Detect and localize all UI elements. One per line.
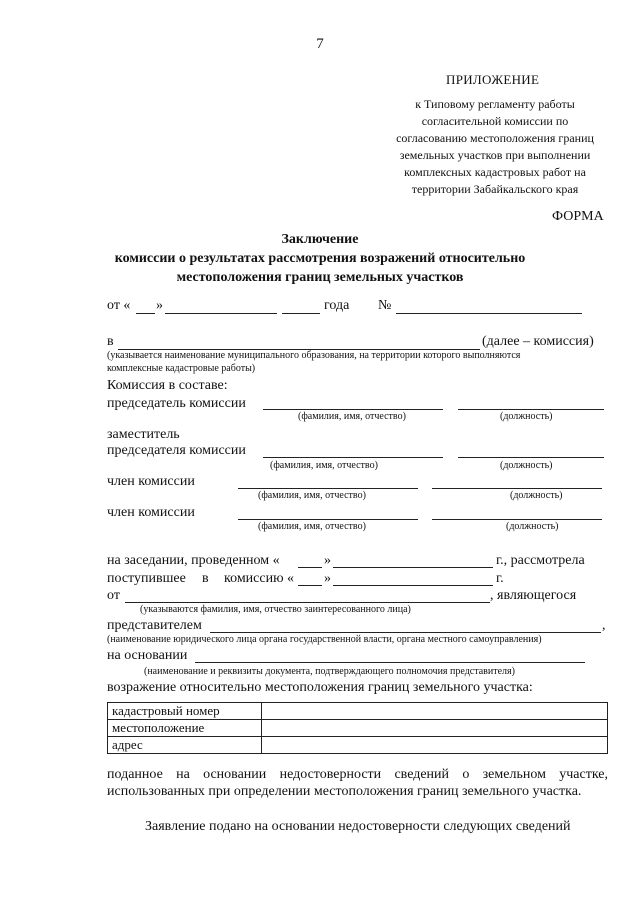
municipality-caption: (указывается наименование муниципального образования, на территории которого выполняются	[107, 350, 521, 361]
chairman-name-caption: (фамилия, имя, отчество)	[298, 411, 406, 422]
from-label: от	[107, 588, 120, 603]
table-cell-label: адрес	[108, 737, 262, 754]
number-sign: №	[378, 298, 392, 313]
deputy-label-2: председателя комиссии	[107, 443, 246, 458]
received-label: поступившее	[107, 571, 186, 586]
number-field[interactable]	[396, 313, 582, 314]
deputy-label-1: заместитель	[107, 427, 180, 442]
document-caption: (наименование и реквизиты документа, подтверждающего полномочия представителя)	[144, 666, 515, 677]
deputy-position-field[interactable]	[458, 457, 604, 458]
deputy-name-field[interactable]	[263, 457, 443, 458]
document-subtitle-2: местоположения границ земельных участков	[176, 270, 464, 285]
representative-label: представителем	[107, 618, 202, 633]
member1-position-caption: (должность)	[510, 490, 563, 501]
commission-alias: (далее – комиссия)	[482, 334, 594, 349]
day-field[interactable]	[136, 313, 155, 314]
chairman-label: председатель комиссии	[107, 396, 246, 411]
basis-label: на основании	[107, 648, 188, 663]
cadastral-number-cell[interactable]	[262, 703, 608, 720]
deputy-position-caption: (должность)	[500, 460, 553, 471]
date-ot-label: от «	[107, 298, 131, 313]
municipality-caption-2: комплексные кадастровые работы)	[107, 363, 256, 374]
applicant-name-field[interactable]	[125, 602, 490, 603]
chairman-position-field[interactable]	[458, 409, 604, 410]
document-title: Заключение	[281, 232, 359, 247]
meeting-month-year-field[interactable]	[333, 567, 493, 568]
member1-position-field[interactable]	[432, 488, 602, 489]
month-field[interactable]	[165, 313, 277, 314]
member2-position-field[interactable]	[432, 519, 602, 520]
appendix-line: территории Забайкальского края	[411, 182, 579, 196]
applicant-caption: (указываются фамилия, имя, отчество заинтересованного лица)	[140, 604, 411, 615]
location-cell[interactable]	[262, 720, 608, 737]
objection-label: возражение относительно местоположения границ земельного участка:	[107, 680, 533, 695]
member-label-1: член комиссии	[107, 474, 195, 489]
meeting-considered: г., рассмотрела	[496, 553, 585, 568]
appendix-line: к Типовому регламенту работы	[415, 97, 575, 111]
table-row	[108, 703, 608, 720]
meeting-close-quote: »	[324, 553, 331, 568]
appendix-line: земельных участков при выполнении	[399, 148, 591, 162]
table-row	[108, 720, 608, 737]
paragraph-statement: Заявление подано на основании недостоверности следующих сведений	[145, 819, 571, 834]
in-label: в	[107, 334, 114, 349]
member2-name-caption: (фамилия, имя, отчество)	[258, 521, 366, 532]
from-role-label: , являющегося	[490, 588, 577, 603]
land-plot-table	[107, 702, 608, 754]
date-close-quote: »	[156, 298, 163, 313]
document-field[interactable]	[195, 662, 585, 663]
table-cell-label: кадастровый номер	[108, 703, 262, 720]
paragraph-filed: поданное на основании недостоверности сведений о земельном участке, использованных при определении местоположения границ земельного участка.	[107, 767, 608, 799]
chairman-position-caption: (должность)	[500, 411, 553, 422]
received-in: в	[202, 571, 209, 586]
table-row	[108, 737, 608, 754]
member1-name-field[interactable]	[238, 488, 418, 489]
document-subtitle-1: комиссии о результатах рассмотрения возражений относительно	[114, 251, 526, 266]
table-cell-label: местоположение	[108, 720, 262, 737]
appendix-line: согласованию местоположения границ	[396, 131, 594, 145]
appendix-line: согласительной комиссии по	[421, 114, 569, 128]
appendix-reference	[350, 96, 640, 198]
member2-name-field[interactable]	[238, 519, 418, 520]
organization-field[interactable]	[210, 632, 601, 633]
meeting-label: на заседании, проведенном «	[107, 553, 280, 568]
meeting-day-field[interactable]	[298, 567, 322, 568]
received-day-field[interactable]	[298, 585, 322, 586]
composition-label: Комиссия в составе:	[107, 378, 228, 393]
received-close-quote: »	[324, 571, 331, 586]
address-cell[interactable]	[262, 737, 608, 754]
year-label: года	[324, 298, 350, 313]
page-number: 7	[316, 36, 324, 52]
representative-comma: ,	[602, 618, 606, 633]
member2-position-caption: (должность)	[506, 521, 559, 532]
received-year-label: г.	[496, 571, 504, 586]
member-label-2: член комиссии	[107, 505, 195, 520]
chairman-name-field[interactable]	[263, 409, 443, 410]
appendix-line: комплексных кадастровых работ на	[404, 165, 586, 179]
organization-caption: (наименование юридического лица органа государственной власти, органа местного самоуправления)	[107, 634, 542, 645]
member1-name-caption: (фамилия, имя, отчество)	[258, 490, 366, 501]
received-month-year-field[interactable]	[333, 585, 493, 586]
appendix-title: ПРИЛОЖЕНИЕ	[446, 72, 540, 87]
deputy-name-caption: (фамилия, имя, отчество)	[270, 460, 378, 471]
received-commission: комиссию «	[224, 571, 295, 586]
year-field[interactable]	[282, 313, 320, 314]
form-label: ФОРМА	[552, 209, 604, 224]
